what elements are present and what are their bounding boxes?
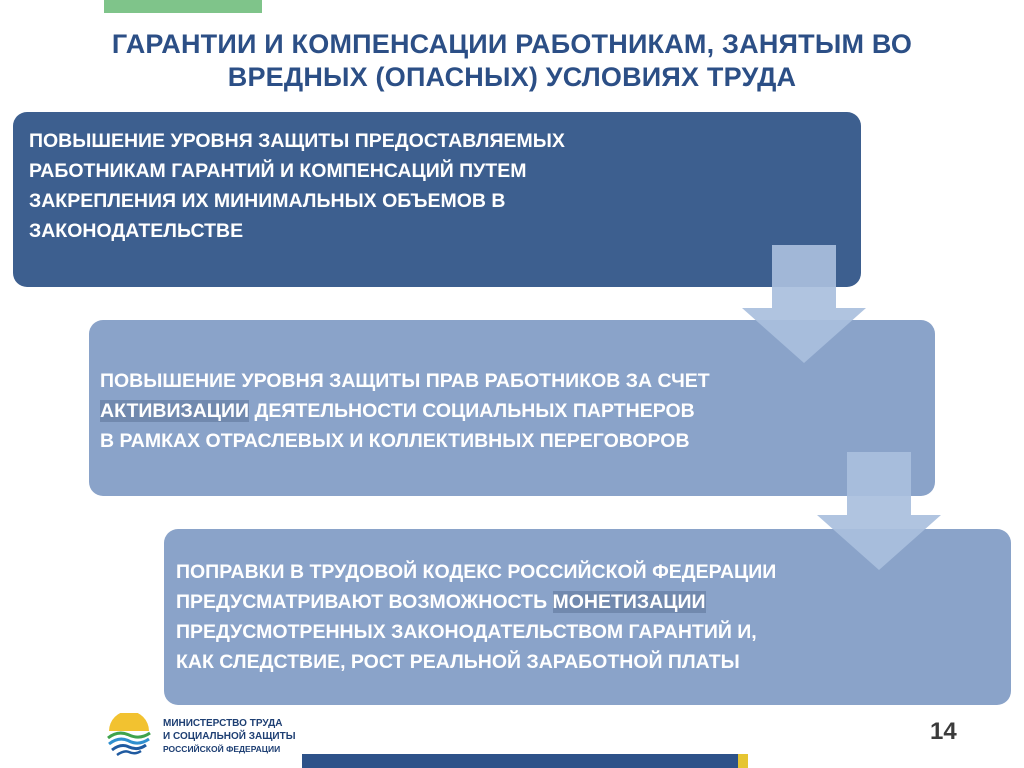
page-number: 14 <box>930 718 957 745</box>
step-1-line-1: ПОВЫШЕНИЕ УРОВНЯ ЗАЩИТЫ ПРЕДОСТАВЛЯЕМЫХ <box>29 130 565 152</box>
ministry-line-2: И СОЦИАЛЬНОЙ ЗАЩИТЫ <box>163 730 296 742</box>
highlight-monetization: МОНЕТИЗАЦИИ <box>552 591 706 613</box>
down-arrow-icon <box>742 245 866 363</box>
step-2-line-3: В РАМКАХ ОТРАСЛЕВЫХ И КОЛЛЕКТИВНЫХ ПЕРЕГОВОРОВ <box>100 430 690 452</box>
step-box-1 <box>13 112 861 287</box>
title-line-1: ГАРАНТИИ И КОМПЕНСАЦИИ РАБОТНИКАМ, ЗАНЯТЫМ ВО <box>111 29 913 59</box>
title-line-2: ВРЕДНЫХ (ОПАСНЫХ) УСЛОВИЯХ ТРУДА <box>227 62 797 92</box>
top-accent-bar <box>104 0 262 13</box>
down-arrow-icon <box>817 452 941 570</box>
step-2-line-2-rest: ДЕЯТЕЛЬНОСТИ СОЦИАЛЬНЫХ ПАРТНЕРОВ <box>249 400 695 422</box>
slide-title <box>40 28 984 94</box>
footer-bar <box>302 754 738 768</box>
step-1-line-3: ЗАКРЕПЛЕНИЯ ИХ МИНИМАЛЬНЫХ ОБЪЕМОВ В <box>29 190 506 212</box>
ministry-line-3: РОССИЙСКОЙ ФЕДЕРАЦИИ <box>163 744 281 754</box>
step-2-line-1: ПОВЫШЕНИЕ УРОВНЯ ЗАЩИТЫ ПРАВ РАБОТНИКОВ ЗА СЧЕТ <box>100 370 710 392</box>
step-3-line-3: ПРЕДУСМОТРЕННЫХ ЗАКОНОДАТЕЛЬСТВОМ ГАРАНТИЙ И, <box>176 621 757 643</box>
ministry-logo-icon <box>106 713 152 759</box>
ministry-name <box>163 718 296 756</box>
ministry-line-1: МИНИСТЕРСТВО ТРУДА <box>163 718 283 729</box>
step-1-line-4: ЗАКОНОДАТЕЛЬСТВЕ <box>29 220 244 242</box>
step-1-line-2: РАБОТНИКАМ ГАРАНТИЙ И КОМПЕНСАЦИЙ ПУТЕМ <box>29 160 527 182</box>
step-3-line-1: ПОПРАВКИ В ТРУДОВОЙ КОДЕКС РОССИЙСКОЙ ФЕДЕРАЦИИ <box>176 561 777 583</box>
footer-bar-accent <box>738 754 748 768</box>
step-2-line-2 <box>100 396 917 426</box>
highlight-activation: АКТИВИЗАЦИИ <box>100 400 250 422</box>
step-3-line-2 <box>176 587 993 617</box>
step-3-line-4: КАК СЛЕДСТВИЕ, РОСТ РЕАЛЬНОЙ ЗАРАБОТНОЙ ПЛАТЫ <box>176 651 740 673</box>
step-3-line-2-start: ПРЕДУСМАТРИВАЮТ ВОЗМОЖНОСТЬ <box>176 591 553 613</box>
